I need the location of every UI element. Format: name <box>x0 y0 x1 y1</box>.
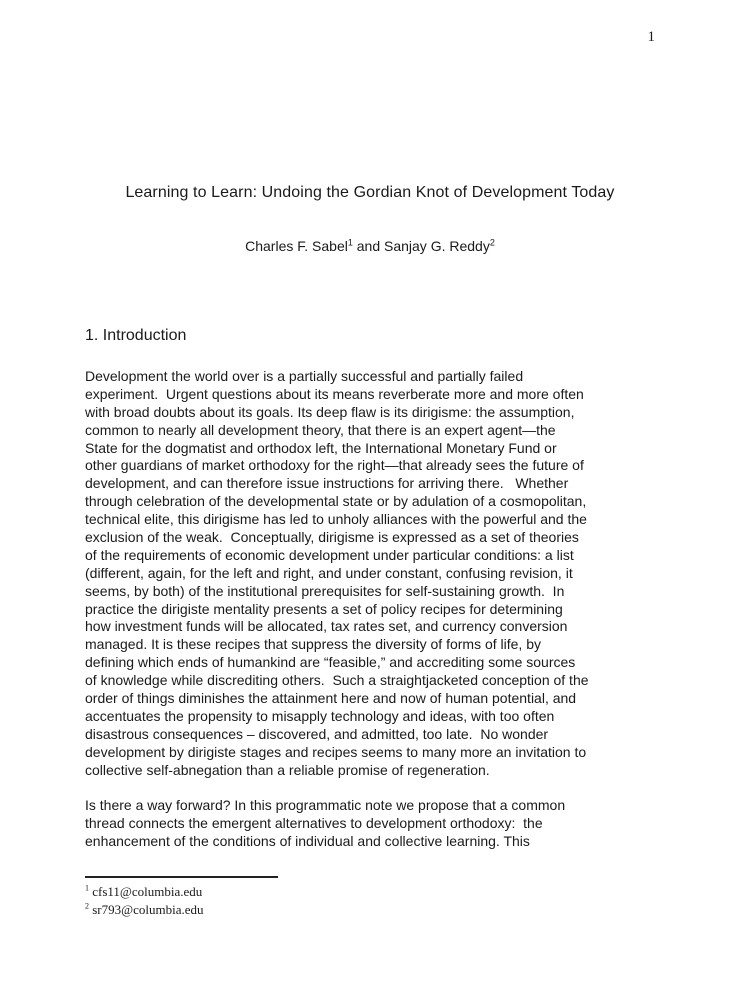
author-footnote-marker: 2 <box>489 237 495 248</box>
text-line: order of things diminishes the attainment here and now of human potential, and <box>85 690 577 707</box>
paper-body <box>85 368 660 851</box>
text-line: defining which ends of humankind are “feasible,” and accrediting some sources <box>85 654 576 671</box>
footnote-separator <box>85 876 278 878</box>
text-line: Development the world over is a partially successful and partially failed <box>85 368 524 384</box>
text-line: technical elite, this dirigisme has led to unholy alliances with the powerful and the <box>85 511 587 528</box>
text-line: enhancement of the conditions of individual and collective learning. This <box>85 833 530 850</box>
text-line: collective self-abnegation than a reliable promise of regeneration. <box>85 761 490 778</box>
text-line: thread connects the emergent alternatives to development orthodoxy: the <box>85 815 543 832</box>
footnotes <box>85 883 485 919</box>
text-line: Is there a way forward? In this programmatic note we propose that a common <box>85 797 566 814</box>
text-line: development, and can therefore issue instructions for arriving there. Whether <box>85 475 569 492</box>
footnote <box>85 883 485 901</box>
text-line: development by dirigiste stages and recipes seems to many more an invitation to <box>85 743 587 760</box>
text-line: exclusion of the weak. Conceptually, dirigisme is expressed as a set of theories <box>85 529 579 546</box>
text-line: State for the dogmatist and orthodox left, the International Monetary Fund or <box>85 439 557 456</box>
text-line: with broad doubts about its goals. Its deep flaw is its dirigisme: the assumption, <box>85 403 575 420</box>
text-line: managed. It is these recipes that suppress the diversity of forms of life, by <box>85 636 541 653</box>
footnote-marker: 2 <box>85 901 89 911</box>
text-line: common to nearly all development theory, that there is an expert agent—the <box>85 421 556 438</box>
text-line: seems, by both) of the institutional prerequisites for self-sustaining growth. In <box>85 582 565 599</box>
footnote-text: sr793@columbia.edu <box>92 902 204 917</box>
text-line: accentuates the propensity to misapply technology and ideas, with too often <box>85 707 555 724</box>
author-footnote-marker: 1 <box>347 237 353 248</box>
authors-joiner: and <box>352 238 384 254</box>
text-line: of the requirements of economic development under particular conditions: a list <box>85 546 574 563</box>
paragraph <box>85 797 660 851</box>
text-line: how investment funds will be allocated, tax rates set, and currency conversion <box>85 618 568 635</box>
text-line: disastrous consequences – discovered, and admitted, too late. No wonder <box>85 725 549 742</box>
authors-line <box>0 238 740 254</box>
paper-title: Learning to Learn: Undoing the Gordian Knot of Development Today <box>125 184 615 201</box>
author-name: Charles F. Sabel <box>245 238 348 254</box>
footnote-marker: 1 <box>85 883 89 893</box>
section-heading: 1. Introduction <box>85 327 187 344</box>
footnote-text: cfs11@columbia.edu <box>92 884 203 899</box>
text-line: through celebration of the developmental state or by adulation of a cosmopolitan, <box>85 493 587 510</box>
text-line: of knowledge while discrediting others. Such a straightjacketed conception of the <box>85 672 589 689</box>
text-line: other guardians of market orthodoxy for the right—that already sees the future of <box>85 457 584 474</box>
paragraph <box>85 368 660 779</box>
text-line: practice the dirigiste mentality presents a set of policy recipes for determining <box>85 600 563 617</box>
footnote <box>85 901 485 919</box>
page-number: 1 <box>647 29 655 45</box>
author-name: Sanjay G. Reddy <box>384 238 490 254</box>
text-line: (different, again, for the left and right, and under constant, confusing revision, it <box>85 564 573 581</box>
text-line: experiment. Urgent questions about its means reverberate more and more often <box>85 385 584 402</box>
